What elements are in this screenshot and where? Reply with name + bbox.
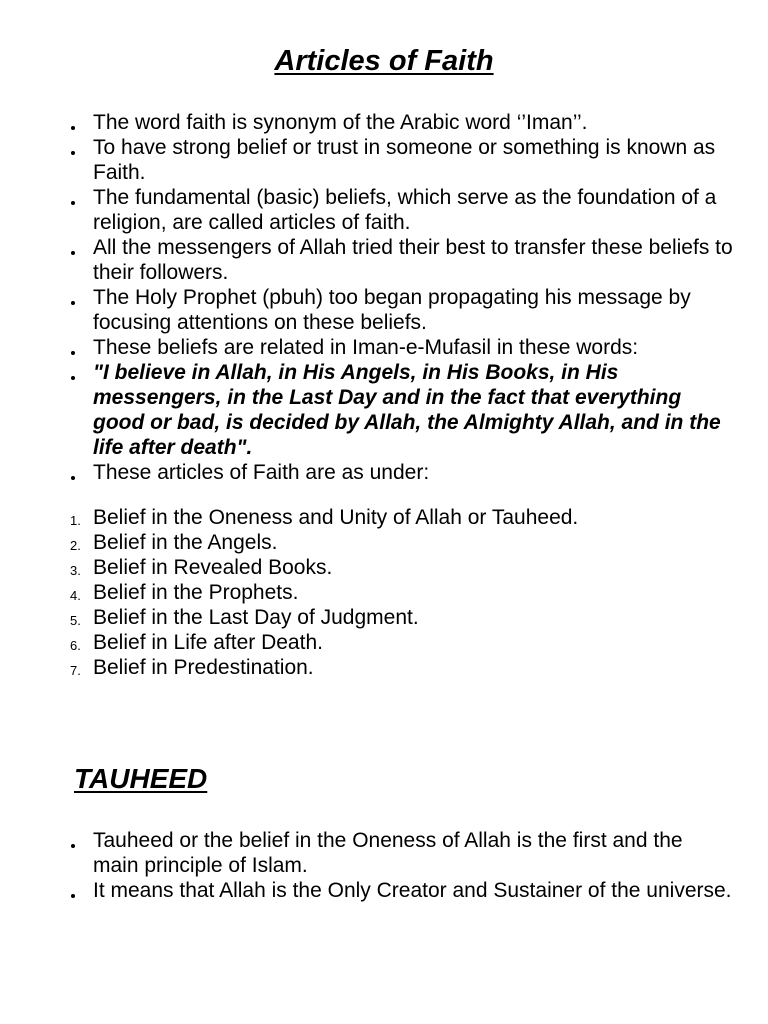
article-text: Belief in the Angels. xyxy=(93,531,278,554)
article-item xyxy=(70,605,733,630)
bullet-item: The word faith is synonym of the Arabic word ‘’Iman’’. xyxy=(93,110,733,135)
intro-bullet-list xyxy=(93,110,733,485)
article-text: Belief in the Oneness and Unity of Allah or Tauheed. xyxy=(93,506,579,529)
article-item xyxy=(70,630,733,655)
list-number: 7. xyxy=(70,663,81,678)
article-text: Belief in Predestination. xyxy=(93,656,314,679)
article-text: Belief in Revealed Books. xyxy=(93,556,333,579)
iman-e-mufasil-quote: "I believe in Allah, in His Angels, in His Books, in His messengers, in the Last Day and in the fact that everything good or bad, is decided by Allah, the Almighty Allah, and in the life after death". xyxy=(93,360,733,460)
article-text: Belief in Life after Death. xyxy=(93,631,323,654)
list-number: 4. xyxy=(70,588,81,603)
bullet-item: The fundamental (basic) beliefs, which serve as the foundation of a religion, are called articles of faith. xyxy=(93,185,733,235)
tauheed-heading: TAUHEED xyxy=(74,763,208,794)
article-item xyxy=(70,505,733,530)
page-title: Articles of Faith xyxy=(274,45,494,77)
article-text: Belief in the Prophets. xyxy=(93,581,299,604)
article-item xyxy=(70,530,733,555)
bullet-item: To have strong belief or trust in someone or something is known as Faith. xyxy=(93,135,733,185)
bullet-item: It means that Allah is the Only Creator and Sustainer of the universe. xyxy=(93,879,732,902)
article-text: Belief in the Last Day of Judgment. xyxy=(93,606,419,629)
bullet-item: These beliefs are related in Iman-e-Mufasil in these words: xyxy=(93,335,733,360)
article-item xyxy=(70,580,733,605)
bullet-item: These articles of Faith are as under: xyxy=(93,460,733,485)
articles-numbered-list xyxy=(70,505,733,680)
tauheed-bullet-list xyxy=(93,828,733,903)
list-number: 3. xyxy=(70,563,81,578)
bullet-item: All the messengers of Allah tried their best to transfer these beliefs to their followers. xyxy=(93,236,733,284)
bullet-item: The Holy Prophet (pbuh) too began propagating his message by focusing attentions on these beliefs. xyxy=(93,285,733,335)
list-number: 1. xyxy=(70,513,81,528)
list-number: 5. xyxy=(70,613,81,628)
list-number: 2. xyxy=(70,538,81,553)
list-number: 6. xyxy=(70,638,81,653)
article-item xyxy=(70,655,733,680)
article-item xyxy=(70,555,733,580)
bullet-item: Tauheed or the belief in the Oneness of Allah is the first and the main principle of Islam. xyxy=(93,828,733,878)
